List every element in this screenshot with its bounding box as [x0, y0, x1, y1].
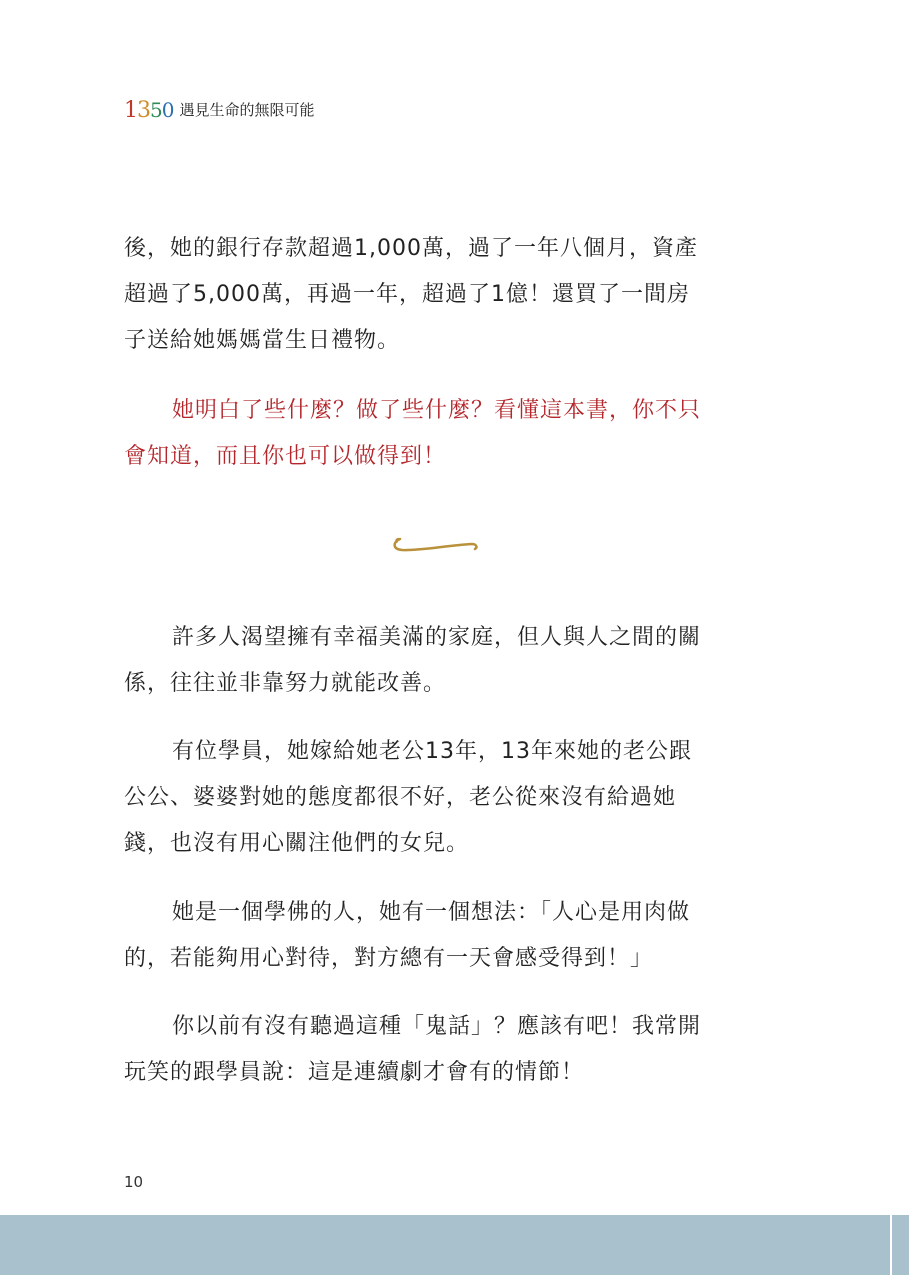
paragraph-5	[124, 890, 754, 982]
footer-divider	[890, 1215, 892, 1275]
text-line: 的，若能夠用心對待，對方總有一天會感受得到！」	[124, 946, 654, 971]
logo-digit: 5	[150, 98, 162, 122]
book-title: 遇見生命的無限可能	[179, 101, 315, 119]
footer-band	[0, 1215, 909, 1275]
text-line: 超過了5,000萬，再過一年，超過了1億！還買了一間房	[124, 282, 690, 307]
text-line: 你以前有沒有聽過這種「鬼話」？應該有吧！我常開	[172, 1014, 702, 1039]
flourish-divider-icon	[390, 530, 480, 560]
text-line: 她明白了些什麼？做了些什麼？看懂這本書，你不只	[172, 398, 702, 423]
text-line: 錢，也沒有用心關注他們的女兒。	[124, 831, 470, 856]
book-logo	[124, 100, 173, 122]
logo-digit: 3	[137, 98, 150, 123]
text-line: 會知道，而且你也可以做得到！	[124, 444, 447, 469]
paragraph-6	[124, 1004, 754, 1096]
logo-digit: 0	[161, 98, 174, 122]
running-header	[124, 92, 314, 122]
text-line: 她是一個學佛的人，她有一個想法：「人心是用肉做	[172, 900, 691, 925]
text-line: 後，她的銀行存款超過1,000萬，過了一年八個月，資產	[124, 236, 698, 261]
text-line: 公公、婆婆對她的態度都很不好，老公從來沒有給過她	[124, 785, 677, 810]
text-line: 有位學員，她嫁給她老公13年，13年來她的老公跟	[172, 739, 692, 764]
logo-digit: 1	[124, 98, 137, 123]
page-number: 10	[124, 1173, 144, 1191]
paragraph-4	[124, 729, 754, 867]
paragraph-1	[124, 226, 754, 364]
paragraph-3	[124, 615, 754, 707]
text-line: 子送給她媽媽當生日禮物。	[124, 328, 401, 353]
highlight-paragraph	[124, 388, 754, 480]
text-line: 係，往往並非靠努力就能改善。	[124, 671, 447, 696]
text-line: 玩笑的跟學員說：這是連續劇才會有的情節！	[124, 1060, 585, 1085]
text-line: 許多人渴望擁有幸福美滿的家庭，但人與人之間的關	[172, 625, 702, 650]
